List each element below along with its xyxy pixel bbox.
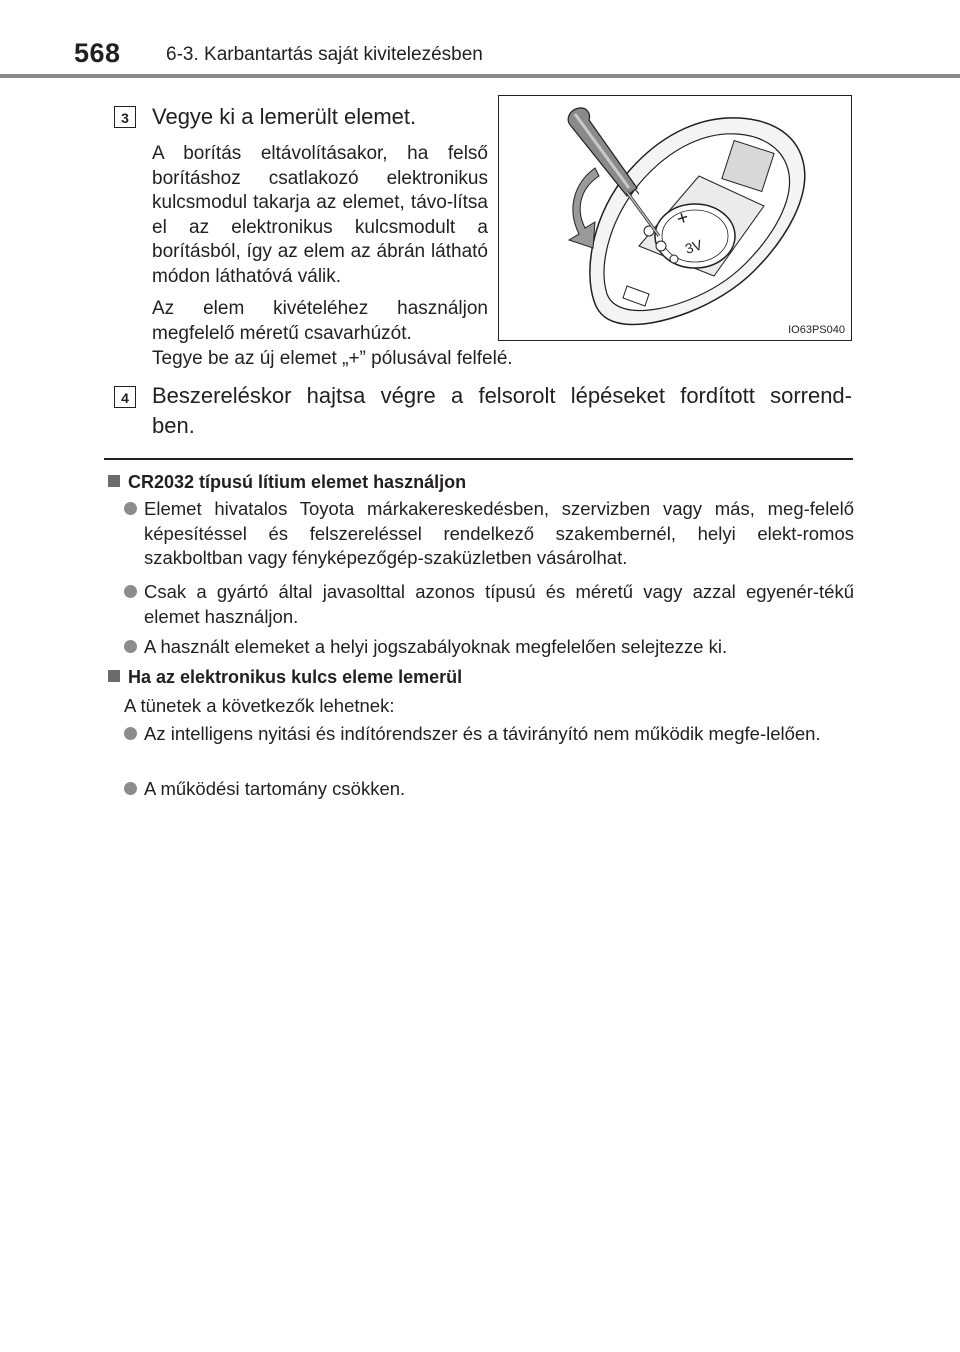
note-2-intro: A tünetek a következők lehetnek: — [124, 695, 395, 716]
step-3-paragraph-1: A borítás eltávolításakor, ha felső borításhoz csatlakozó elektronikus kulcsmodul takarja az elemet, távo-lítsa el az elektronikus kulcsmodult a borításból, így az elem az ábrán látható módon láthatóvá válik. — [152, 143, 488, 287]
key-battery-figure — [498, 95, 852, 341]
note-1-bullet-2 — [124, 580, 854, 629]
bullet-text: A működési tartomány csökken. — [144, 778, 406, 799]
step-heading-3: Vegye ki a lemerült elemet. — [152, 104, 417, 129]
note-2-bullet-1 — [124, 722, 854, 747]
battery-voltage-label: 3V — [682, 236, 705, 257]
note-heading-text: CR2032 típusú lítium elemet használjon — [128, 472, 467, 492]
bullet-text: Elemet hivatalos Toyota márkakereskedésben, szervizben vagy más, meg-felelő képesítéssel és felszereléssel rendelkező szakembernél, helyi elekt-romos szakboltban vagy fényképezőgép-szaküzletben vásárolhat. — [144, 498, 854, 568]
note-heading-battery-type — [108, 470, 466, 494]
step-badge-3: 3 — [114, 106, 136, 128]
figure-code: IO63PS040 — [788, 324, 845, 336]
note-1-bullet-3 — [124, 635, 854, 660]
header-rule — [0, 74, 960, 78]
note-heading-battery-low — [108, 665, 462, 689]
step-heading-4-line-1: Beszereléskor hajtsa végre a felsorolt lépéseket fordított sorrend- — [152, 383, 852, 408]
battery-plus-label: + — [673, 206, 692, 231]
section-title: 6-3. Karbantartás saját kivitelezésben — [166, 44, 483, 65]
section-divider — [104, 458, 853, 460]
note-heading-text: Ha az elektronikus kulcs eleme lemerül — [128, 667, 463, 687]
step-heading-4-line-2: ben. — [152, 413, 195, 438]
bullet-dot-icon — [124, 585, 137, 598]
bullet-dot-icon — [124, 502, 137, 515]
step-3-paragraph-2: Az elem kivételéhez használjon megfelelő méretű csavarhúzót. — [152, 298, 488, 344]
bullet-text: Csak a gyártó által javasolttal azonos típusú és méretű vagy azzal egyenér-tékű elemet használjon. — [144, 581, 854, 627]
bullet-text: A használt elemeket a helyi jogszabályoknak megfelelően selejtezze ki. — [144, 636, 728, 657]
square-bullet-icon — [108, 475, 120, 487]
bullet-text: Az intelligens nyitási és indítórendszer és a távirányító nem működik megfe-lelően. — [144, 723, 821, 744]
note-1-bullet-1 — [124, 497, 854, 571]
step-badge-4: 4 — [114, 386, 136, 408]
key-battery-illustration — [499, 96, 853, 342]
square-bullet-icon — [108, 670, 120, 682]
step-3-paragraph-3: Tegye be az új elemet „+” pólusával felfelé. — [152, 348, 513, 369]
page-number: 568 — [74, 38, 121, 68]
bullet-dot-icon — [124, 640, 137, 653]
bullet-dot-icon — [124, 727, 137, 740]
bullet-dot-icon — [124, 782, 137, 795]
note-2-bullet-2 — [124, 777, 854, 802]
